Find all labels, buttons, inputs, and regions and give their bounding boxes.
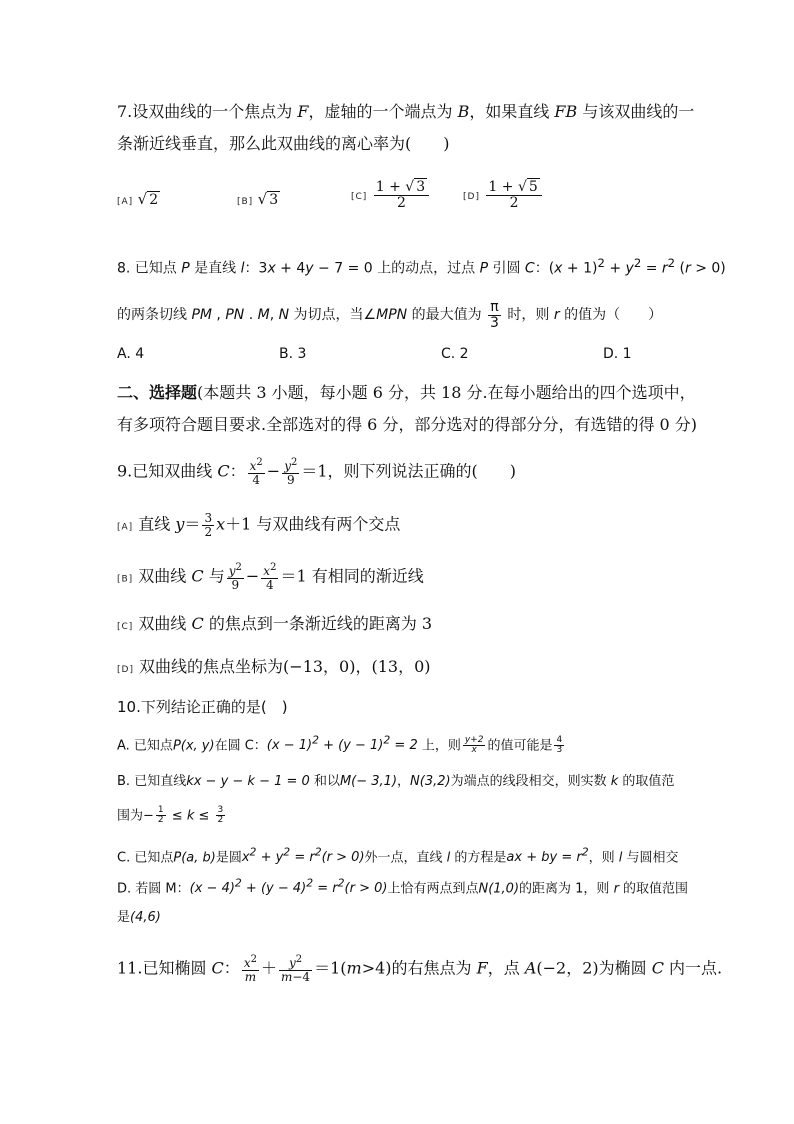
option-label: A. (117, 738, 130, 754)
q8-line-1: 8. 已知点 P 是直线 l：3x + 4y − 7 = 0 上的动点，过点 P 引圆 C：$(x + 1)^2 + y^2 = r^2$ (r > 0) (117, 256, 726, 277)
q9-option-d[interactable]: [D] 双曲线的焦点坐标为(−13，0)，(13，0) (117, 657, 431, 676)
option-label: [B] (117, 574, 134, 585)
option-label: C. (117, 850, 131, 866)
option-label: [B] (237, 197, 254, 207)
option-label: [D] (117, 665, 134, 675)
q7-option-a[interactable]: [A] √ 2 (117, 190, 159, 208)
q8-line-2: 的两条切线 PM , PN . M, N 为切点，当∠MPN 的最大值为 $\frac{\pi}{3}$ 时，则 r 的值为（ ） (117, 299, 663, 331)
option-label: [C] (117, 622, 134, 632)
q7-option-c[interactable]: [C] $\frac{1 + √ 3}{2}$ (351, 180, 431, 210)
option-label: [D] (463, 192, 480, 203)
q10-stem: 10.下列结论正确的是( ) (117, 698, 288, 716)
q10-option-a[interactable]: A. 已知点P(x, y)在圆 C：$(x - 1)^2 + (y - 1)^2 = 2$ 上，则 $\frac{y+2}{x}$ 的值可能是 $\frac{4}{3}$ (117, 734, 563, 756)
q9-option-a[interactable]: [A] 直线 y＝ $\frac{3}{2}$ x＋1 与双曲线有两个交点 (117, 511, 401, 539)
q7-line-2: 条渐近线垂直，那么此双曲线的离心率为( ) (117, 134, 450, 153)
q7-option-d[interactable]: [D] $\frac{1 + √ 5}{2}$ (463, 180, 544, 210)
q7-line-1: 7.设双曲线的一个焦点为 F，虚轴的一个端点为 B，如果直线 FB 与该双曲线的一 (117, 102, 695, 121)
q9-option-b[interactable]: [B] 双曲线 C 与 $\frac{y^2}{9}$ − $\frac{x^2}{4}$ ＝1 有相同的渐近线 (117, 562, 424, 592)
q10-option-b-line-1[interactable]: B. 已知直线kx − y − k − 1 = 0 和以M(− 3,1)，N(3,2)为端点的线段相交，则实数 k 的取值范 (117, 774, 675, 789)
option-label: [A] (117, 197, 134, 207)
option-label: [C] (351, 192, 368, 203)
option-label: [A] (117, 522, 134, 533)
q11-stem: 11.已知椭圆 C： $\frac{x^2}{m}$ ＋ $\frac{y^2}{m-4}$ ＝1(m>4)的右焦点为 F，点 A(−2，2)为椭圆 C 内一点. (117, 954, 723, 984)
q10-option-b-line-2: 围为− $\frac{1}{2}$ ≤ k ≤ $\frac{3}{2}$ (117, 805, 224, 826)
q8-option-d[interactable]: D. 1 (603, 346, 632, 362)
q10-option-d-line-1[interactable]: D. 若圆 M：$(x - 4)^2 + (y - 4)^2 = r^2(r > 0)$上恰有两点到点N(1,0)的距离为 1，则 r 的取值范围 (117, 877, 689, 897)
q8-option-b[interactable]: B. 3 (279, 346, 307, 362)
q9-stem: 9.已知双曲线 C： $\frac{x^2}{4}$ − $\frac{y^2}{9}$ ＝1，则下列说法正确的( ) (117, 457, 517, 487)
q10-option-c[interactable]: C. 已知点P(a, b)是圆$x^2 + y^2 = r^2(r > 0)$外一点，直线 l 的方程是ax + by = $r^2$，则 l 与圆相交 (117, 846, 679, 866)
q7-option-b[interactable]: [B] √ 3 (237, 190, 279, 208)
section-2-heading-line-1: 二、选择题(本题共 3 小题，每小题 6 分，共 18 分.在每小题给出的四个选项中， (117, 383, 696, 402)
q9-option-c[interactable]: [C] 双曲线 C 的焦点到一条渐近线的距离为 3 (117, 614, 433, 633)
option-label: B. (117, 774, 131, 789)
option-label: D. (117, 881, 132, 897)
q10-option-d-line-2: 是(4,6) (117, 910, 161, 925)
q8-option-c[interactable]: C. 2 (441, 346, 469, 362)
q8-option-a[interactable]: A. 4 (117, 346, 145, 362)
section-2-heading-line-2: 有多项符合题目要求.全部选对的得 6 分，部分选对的得部分分，有选错的得 0 分) (117, 415, 698, 434)
